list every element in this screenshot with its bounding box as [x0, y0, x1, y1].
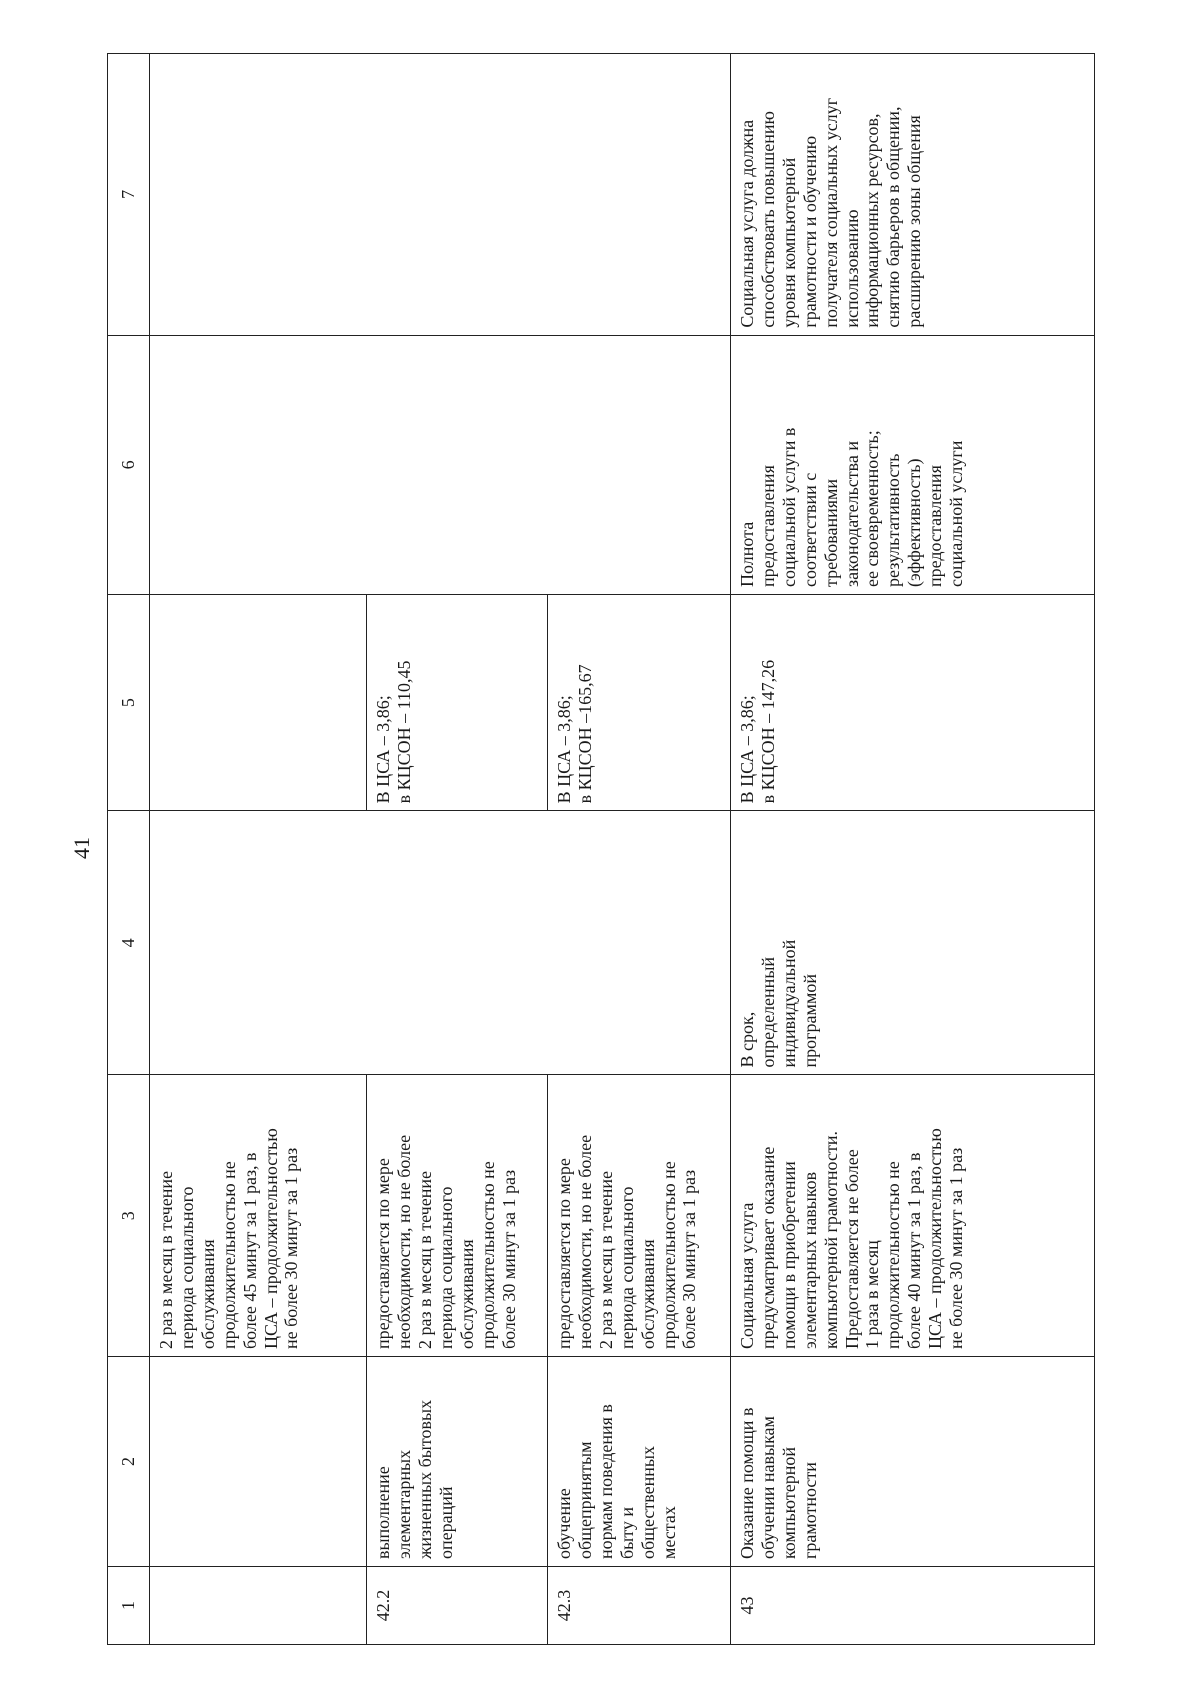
header-cell-2: 2: [108, 1357, 150, 1567]
service-description-cell: предоставляется по мере необходимости, но не более 2 раз в месяц в течение периода социального обслуживания продолжительностью не более 30 минут за 1 раз: [367, 1075, 548, 1357]
header-cell-5: 5: [108, 594, 150, 810]
rotated-table-wrapper: [107, 53, 1095, 1645]
table-header-row: [108, 54, 150, 1645]
service-conditions-cell: Социальная услуга должна способствовать повышению уровня компьютерной грамотности и обучению получателя социальных услуг использованию информационных ресурсов, снятию барьеров в общении, расширению зоны общения: [731, 54, 1095, 336]
service-name-cell: [150, 1357, 367, 1567]
service-tariff-cell: [150, 594, 367, 810]
header-cell-6: 6: [108, 335, 150, 594]
service-name-cell: обучение общепринятым нормам поведения в быту и общественных местах: [548, 1357, 731, 1567]
table-row: [731, 54, 1095, 1645]
table-row: [150, 54, 367, 1645]
service-tariff-cell: В ЦСА – 3,86; в КЦСОН –165,67: [548, 594, 731, 810]
header-cell-4: 4: [108, 811, 150, 1075]
service-number-cell: 42.3: [548, 1567, 731, 1645]
page-number: 41: [69, 837, 94, 859]
service-conditions-cell: [150, 54, 731, 336]
service-number-cell: 42.2: [367, 1567, 548, 1645]
service-description-cell: Социальная услуга предусматривает оказание помощи в приобретении элементарных навыков компьютерной грамотности. Предоставляется не более 1 раза в месяц продолжительностью не более 40 минут за 1 раз, в ЦСА – продолжительностью не более 30 минут за 1 раз: [731, 1075, 1095, 1357]
services-table: [107, 53, 1095, 1645]
service-number-cell: 43: [731, 1567, 1095, 1645]
header-cell-1: 1: [108, 1567, 150, 1645]
service-term-cell: [150, 811, 731, 1075]
header-cell-7: 7: [108, 54, 150, 336]
service-quality-cell: Полнота предоставления социальной услуги в соответствии с требованиями законодательства и ее своевременность; результативность (эффективность) предоставления социальной услуги: [731, 335, 1095, 594]
service-tariff-cell: В ЦСА – 3,86; в КЦСОН – 147,26: [731, 594, 1095, 810]
service-description-cell: предоставляется по мере необходимости, но не более 2 раз в месяц в течение периода социального обслуживания продолжительностью не более 30 минут за 1 раз: [548, 1075, 731, 1357]
header-cell-3: 3: [108, 1075, 150, 1357]
service-description-cell: 2 раз в месяц в течение периода социального обслуживания продолжительностью не более 45 минут за 1 раз, в ЦСА – продолжительностью не более 30 минут за 1 раз: [150, 1075, 367, 1357]
service-name-cell: выполнение элементарных жизненных бытовых операций: [367, 1357, 548, 1567]
service-name-cell: Оказание помощи в обучении навыкам компьютерной грамотности: [731, 1357, 1095, 1567]
service-quality-cell: [150, 335, 731, 594]
service-term-cell: В срок, определенный индивидуальной программой: [731, 811, 1095, 1075]
service-number-cell: [150, 1567, 367, 1645]
service-tariff-cell: В ЦСА – 3,86; в КЦСОН – 110,45: [367, 594, 548, 810]
